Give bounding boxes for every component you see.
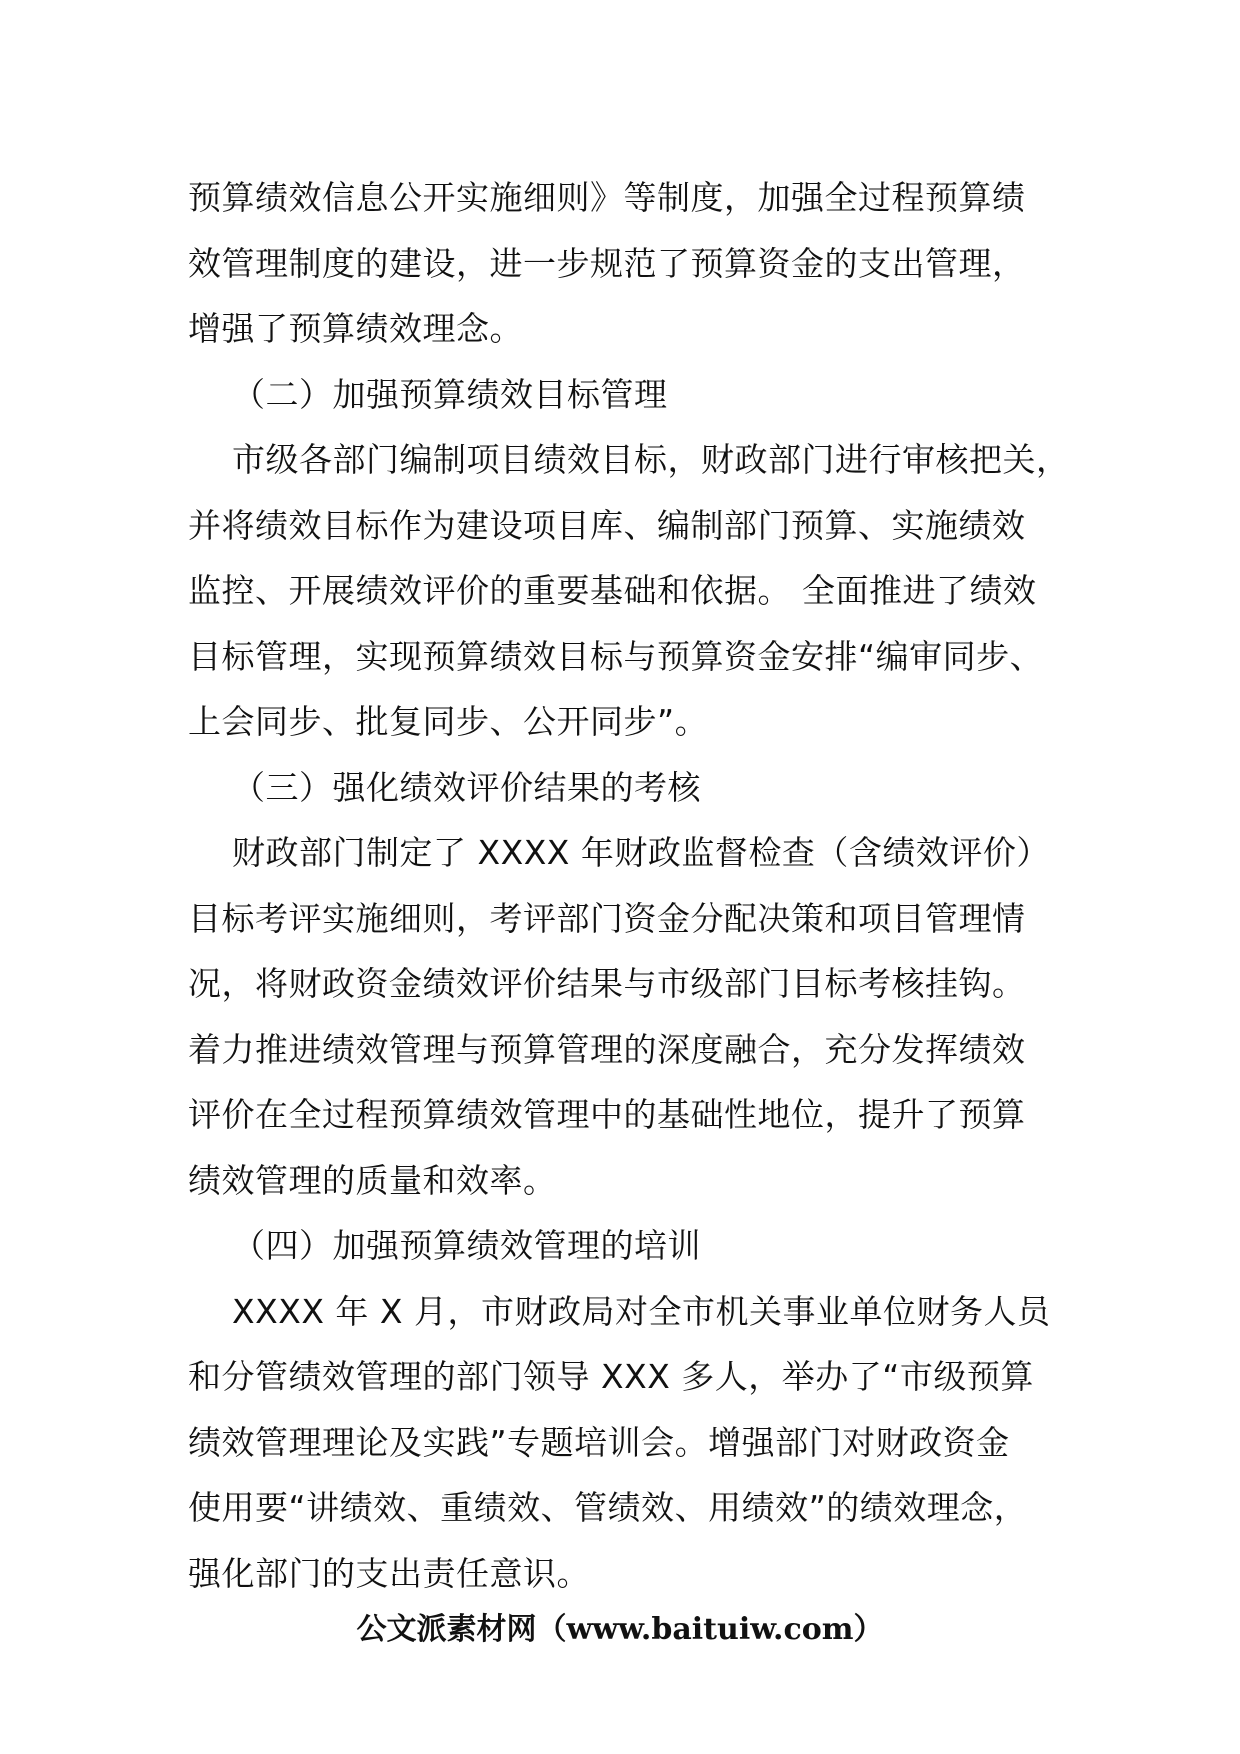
paragraph-first-line: XXXX 年 X 月，市财政局对全市机关事业单位财务人员 <box>232 1291 1051 1331</box>
body-line: 增强了预算绩效理念。 <box>188 309 523 348</box>
body-line: 和分管绩效管理的部门领导 XXX 多人，举办了“市级预算 <box>188 1357 1034 1396</box>
body-line: 目标考评实施细则，考评部门资金分配决策和项目管理情 <box>188 898 1026 938</box>
body-line: 并将绩效目标作为建设项目库、编制部门预算、实施绩效 <box>188 505 1026 545</box>
body-line: 着力推进绩效管理与预算管理的深度融合，充分发挥绩效 <box>188 1029 1026 1069</box>
body-line: 监控、开展绩效评价的重要基础和依据。 全面推进了绩效 <box>188 571 1037 610</box>
paragraph-first-line: 财政部门制定了 XXXX 年财政监督检查（含绩效评价） <box>232 833 1050 872</box>
body-line: 使用要“讲绩效、重绩效、管绩效、用绩效”的绩效理念， <box>188 1488 1028 1527</box>
body-line: 效管理制度的建设，进一步规范了预算资金的支出管理， <box>188 243 1026 283</box>
body-line: 评价在全过程预算绩效管理中的基础性地位，提升了预算 <box>188 1095 1026 1134</box>
body-line: 预算绩效信息公开实施细则》等制度，加强全过程预算绩 <box>188 178 1026 217</box>
section-heading: （二）加强预算绩效目标管理 <box>232 374 668 414</box>
body-line: 上会同步、批复同步、公开同步”。 <box>188 702 709 741</box>
section-heading: （四）加强预算绩效管理的培训 <box>232 1226 701 1265</box>
paragraph-first-line: 市级各部门编制项目绩效目标，财政部门进行审核把关， <box>232 440 1070 479</box>
body-line: 绩效管理的质量和效率。 <box>188 1160 557 1200</box>
body-line: 目标管理，实现预算绩效目标与预算资金安排“编审同步、 <box>188 636 1044 676</box>
body-line: 绩效管理理论及实践”专题培训会。增强部门对财政资金 <box>188 1422 1010 1462</box>
footer-watermark-text: 公文派素材网（www.baituiw.com） <box>356 1612 884 1647</box>
body-text <box>188 165 1073 1606</box>
body-line: 况，将财政资金绩效评价结果与市级部门目标考核挂钩。 <box>188 964 1026 1003</box>
section-heading: （三）强化绩效评价结果的考核 <box>232 767 701 807</box>
body-line: 强化部门的支出责任意识。 <box>188 1553 590 1593</box>
